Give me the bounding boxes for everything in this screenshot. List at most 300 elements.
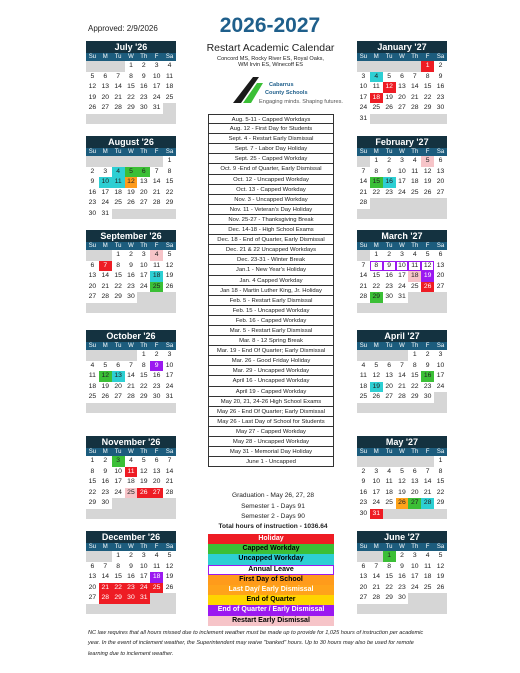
weekday-label: W bbox=[128, 544, 134, 550]
day-cell: 19 bbox=[421, 177, 434, 188]
event-item: May 27 - Capped Workday bbox=[208, 427, 334, 437]
day-cell: 25 bbox=[163, 93, 176, 104]
day-cell: 2 bbox=[357, 467, 370, 478]
day-cell: 20 bbox=[99, 93, 112, 104]
day-cell: 25 bbox=[383, 498, 396, 509]
day-cell: 8 bbox=[434, 467, 447, 478]
day-cell: 23 bbox=[421, 382, 434, 393]
empty-day bbox=[383, 456, 396, 467]
day-cell: 16 bbox=[396, 572, 409, 583]
day-cell: 9 bbox=[383, 167, 396, 178]
day-cell: 17 bbox=[163, 371, 176, 382]
weekday-label: Th bbox=[140, 243, 148, 249]
weekday-header bbox=[357, 53, 447, 61]
weekday-label: F bbox=[154, 149, 159, 155]
weekday-label: Sa bbox=[436, 449, 445, 455]
day-cell: 22 bbox=[370, 188, 383, 199]
empty-day bbox=[137, 209, 150, 220]
day-cell: 18 bbox=[163, 82, 176, 93]
day-cell: 6 bbox=[86, 562, 99, 573]
day-cell: 22 bbox=[125, 93, 138, 104]
day-cell: 22 bbox=[383, 583, 396, 594]
day-cell: 21 bbox=[357, 188, 370, 199]
day-cell: 25 bbox=[408, 188, 421, 199]
empty-day bbox=[150, 292, 163, 303]
day-cell: 16 bbox=[434, 82, 447, 93]
weekday-label: Sa bbox=[165, 243, 174, 249]
empty-day bbox=[421, 593, 434, 604]
day-cell: 10 bbox=[137, 562, 150, 573]
day-cell: 8 bbox=[408, 361, 421, 372]
empty-day bbox=[86, 551, 99, 562]
day-cell: 10 bbox=[112, 467, 125, 478]
weekday-label: F bbox=[154, 343, 159, 349]
empty-day bbox=[396, 114, 409, 125]
empty-day bbox=[125, 498, 138, 509]
day-cell: 28 bbox=[99, 593, 112, 604]
day-cell: 1 bbox=[434, 456, 447, 467]
weekday-label: F bbox=[425, 149, 430, 155]
day-cell: 21 bbox=[99, 583, 112, 594]
month-title: February '27 bbox=[357, 136, 447, 148]
weekday-header bbox=[357, 448, 447, 456]
empty-day bbox=[383, 114, 396, 125]
day-cell: 13 bbox=[383, 371, 396, 382]
empty-day bbox=[383, 403, 396, 414]
day-cell: 28 bbox=[112, 103, 125, 114]
day-cell: 11 bbox=[150, 562, 163, 573]
day-cell: 7 bbox=[370, 562, 383, 573]
weekday-label: W bbox=[399, 149, 405, 155]
event-item: Sept. 25 - Capped Workday bbox=[208, 154, 334, 164]
empty-day bbox=[112, 509, 125, 520]
day-cell: 19 bbox=[163, 271, 176, 282]
empty-day bbox=[383, 350, 396, 361]
empty-day bbox=[383, 61, 396, 72]
day-cell: 30 bbox=[137, 103, 150, 114]
day-cell: 18 bbox=[421, 572, 434, 583]
empty-day bbox=[99, 114, 112, 125]
day-grid bbox=[86, 551, 176, 614]
day-cell: 9 bbox=[86, 177, 99, 188]
day-cell: 21 bbox=[370, 583, 383, 594]
weekday-label: M bbox=[373, 243, 379, 249]
day-cell: 4 bbox=[408, 250, 421, 261]
month-may bbox=[357, 436, 447, 519]
month-title: March '27 bbox=[357, 230, 447, 242]
empty-day bbox=[357, 403, 370, 414]
day-cell: 7 bbox=[99, 562, 112, 573]
day-cell: 12 bbox=[163, 562, 176, 573]
day-cell: 8 bbox=[370, 261, 383, 272]
event-item: May 20, 21, 24-26 High School Exams bbox=[208, 397, 334, 407]
day-cell: 26 bbox=[137, 488, 150, 499]
day-cell: 19 bbox=[163, 572, 176, 583]
day-cell: 24 bbox=[112, 488, 125, 499]
empty-day bbox=[150, 303, 163, 314]
legend-item: Annual Leave bbox=[208, 565, 334, 575]
event-item: May 31 - Memorial Day Holiday bbox=[208, 447, 334, 457]
weekday-label: M bbox=[373, 544, 379, 550]
day-cell: 20 bbox=[396, 93, 409, 104]
empty-day bbox=[86, 250, 99, 261]
empty-day bbox=[396, 604, 409, 615]
weekday-label: M bbox=[373, 449, 379, 455]
day-cell: 30 bbox=[396, 593, 409, 604]
day-cell: 6 bbox=[137, 167, 150, 178]
empty-day bbox=[383, 509, 396, 520]
day-cell: 17 bbox=[357, 93, 370, 104]
day-cell: 3 bbox=[396, 250, 409, 261]
day-cell: 24 bbox=[357, 103, 370, 114]
weekday-label: W bbox=[399, 243, 405, 249]
empty-day bbox=[370, 209, 383, 220]
district-logo bbox=[227, 73, 343, 109]
day-cell: 11 bbox=[383, 477, 396, 488]
weekday-label: Tu bbox=[114, 243, 122, 249]
weekday-header bbox=[86, 543, 176, 551]
empty-day bbox=[112, 403, 125, 414]
day-cell: 26 bbox=[99, 392, 112, 403]
empty-day bbox=[112, 209, 125, 220]
day-cell: 5 bbox=[383, 72, 396, 83]
day-cell: 16 bbox=[137, 82, 150, 93]
day-cell: 18 bbox=[383, 488, 396, 499]
empty-day bbox=[408, 456, 421, 467]
day-cell: 15 bbox=[421, 82, 434, 93]
empty-day bbox=[396, 61, 409, 72]
day-cell: 3 bbox=[434, 350, 447, 361]
day-cell: 16 bbox=[86, 188, 99, 199]
day-cell: 13 bbox=[86, 271, 99, 282]
weekday-label: Su bbox=[88, 149, 97, 155]
legend-item: End of Quarter bbox=[208, 595, 334, 605]
event-item: Dec. 14-18 - High School Exams bbox=[208, 225, 334, 235]
weekday-label: F bbox=[154, 54, 159, 60]
day-cell: 9 bbox=[383, 261, 396, 272]
day-cell: 14 bbox=[99, 271, 112, 282]
day-cell: 27 bbox=[434, 188, 447, 199]
day-cell: 29 bbox=[434, 498, 447, 509]
weekday-label: Tu bbox=[114, 449, 122, 455]
day-cell: 28 bbox=[357, 198, 370, 209]
empty-day bbox=[357, 604, 370, 615]
day-cell: 27 bbox=[396, 103, 409, 114]
day-cell: 4 bbox=[150, 551, 163, 562]
month-january bbox=[357, 41, 447, 124]
month-title: September '26 bbox=[86, 230, 176, 242]
day-cell: 9 bbox=[125, 261, 138, 272]
legend-item: Holiday bbox=[208, 534, 334, 544]
event-item: April 19 - Capped Workday bbox=[208, 387, 334, 397]
day-cell: 15 bbox=[163, 177, 176, 188]
day-cell: 27 bbox=[408, 498, 421, 509]
event-item: Mar. 8 - 12 Spring Break bbox=[208, 336, 334, 346]
day-cell: 20 bbox=[434, 177, 447, 188]
day-cell: 13 bbox=[357, 572, 370, 583]
day-cell: 1 bbox=[370, 250, 383, 261]
event-item: Nov. 11 - Veteran's Day Holiday bbox=[208, 205, 334, 215]
day-cell: 4 bbox=[357, 361, 370, 372]
day-cell: 7 bbox=[357, 261, 370, 272]
event-item: June 1 - Uncapped bbox=[208, 457, 334, 467]
weekday-label: W bbox=[399, 54, 405, 60]
day-cell: 10 bbox=[150, 72, 163, 83]
empty-day bbox=[137, 156, 150, 167]
semester-2: Semester 2 - Days 90 bbox=[241, 513, 305, 520]
day-cell: 20 bbox=[137, 188, 150, 199]
day-cell: 15 bbox=[370, 271, 383, 282]
empty-day bbox=[99, 551, 112, 562]
day-cell: 5 bbox=[137, 456, 150, 467]
day-grid bbox=[86, 156, 176, 219]
weekday-label: Th bbox=[411, 449, 419, 455]
weekday-label: Sa bbox=[165, 449, 174, 455]
day-cell: 18 bbox=[86, 382, 99, 393]
day-cell: 20 bbox=[150, 477, 163, 488]
empty-day bbox=[150, 156, 163, 167]
day-cell: 25 bbox=[112, 198, 125, 209]
event-item: Feb. 5 - Restart Early Dismissal bbox=[208, 296, 334, 306]
weekday-label: Tu bbox=[114, 54, 122, 60]
empty-day bbox=[421, 114, 434, 125]
day-cell: 27 bbox=[137, 198, 150, 209]
day-cell: 19 bbox=[370, 382, 383, 393]
day-cell: 18 bbox=[370, 93, 383, 104]
empty-day bbox=[137, 114, 150, 125]
day-cell: 1 bbox=[125, 61, 138, 72]
weekday-label: Sa bbox=[165, 149, 174, 155]
day-cell: 1 bbox=[112, 551, 125, 562]
day-cell: 22 bbox=[421, 93, 434, 104]
weekday-label: F bbox=[425, 54, 430, 60]
day-cell: 23 bbox=[396, 583, 409, 594]
day-cell: 11 bbox=[408, 167, 421, 178]
day-cell: 1 bbox=[86, 456, 99, 467]
weekday-label: M bbox=[102, 243, 108, 249]
day-cell: 10 bbox=[137, 261, 150, 272]
empty-day bbox=[99, 604, 112, 615]
day-cell: 1 bbox=[137, 350, 150, 361]
day-cell: 11 bbox=[150, 261, 163, 272]
empty-day bbox=[408, 604, 421, 615]
day-cell: 31 bbox=[357, 114, 370, 125]
day-cell: 18 bbox=[125, 477, 138, 488]
day-cell: 12 bbox=[99, 371, 112, 382]
day-cell: 11 bbox=[408, 261, 421, 272]
day-cell: 16 bbox=[421, 371, 434, 382]
empty-day bbox=[99, 403, 112, 414]
day-cell: 2 bbox=[150, 350, 163, 361]
empty-day bbox=[99, 61, 112, 72]
event-item: Feb. 16 - Capped Workday bbox=[208, 316, 334, 326]
events-list bbox=[208, 114, 334, 467]
day-cell: 25 bbox=[125, 488, 138, 499]
empty-day bbox=[408, 61, 421, 72]
empty-day bbox=[150, 498, 163, 509]
empty-day bbox=[357, 551, 370, 562]
weekday-header bbox=[357, 543, 447, 551]
day-cell: 26 bbox=[434, 583, 447, 594]
weekday-label: Th bbox=[411, 54, 419, 60]
month-title: October '26 bbox=[86, 330, 176, 342]
day-cell: 4 bbox=[370, 72, 383, 83]
day-cell: 10 bbox=[357, 82, 370, 93]
weekday-label: M bbox=[102, 149, 108, 155]
event-item: Dec. 23-31 - Winter Break bbox=[208, 255, 334, 265]
footer-note: NC law requires that all hours missed due to inclement weather must be made up to provide for 1,025 hours of instruction per academic year. In the event of inclement weather, the Superintendent may waive "banked" hours. Up to 30 hours may also be used for remote learning due to inclement weather. bbox=[88, 630, 424, 657]
day-cell: 2 bbox=[434, 61, 447, 72]
day-cell: 14 bbox=[370, 572, 383, 583]
empty-day bbox=[125, 303, 138, 314]
empty-day bbox=[163, 303, 176, 314]
empty-day bbox=[99, 156, 112, 167]
weekday-label: Th bbox=[140, 149, 148, 155]
day-cell: 4 bbox=[163, 61, 176, 72]
schools-line-2: WM Irvin ES, Winecoff ES bbox=[238, 62, 303, 69]
day-cell: 20 bbox=[383, 382, 396, 393]
month-april bbox=[357, 330, 447, 413]
day-cell: 14 bbox=[150, 177, 163, 188]
weekday-label: W bbox=[128, 54, 134, 60]
empty-day bbox=[137, 604, 150, 615]
empty-day bbox=[434, 292, 447, 303]
day-cell: 12 bbox=[383, 82, 396, 93]
weekday-label: M bbox=[102, 54, 108, 60]
day-cell: 9 bbox=[357, 477, 370, 488]
day-cell: 24 bbox=[396, 282, 409, 293]
day-cell: 14 bbox=[408, 82, 421, 93]
empty-day bbox=[408, 209, 421, 220]
empty-day bbox=[86, 509, 99, 520]
day-cell: 8 bbox=[163, 167, 176, 178]
day-cell: 4 bbox=[112, 167, 125, 178]
day-cell: 12 bbox=[396, 477, 409, 488]
day-cell: 17 bbox=[396, 177, 409, 188]
empty-day bbox=[396, 509, 409, 520]
total-hours: Total hours of instruction - 1036.64 bbox=[218, 523, 328, 530]
weekday-label: Sa bbox=[436, 243, 445, 249]
empty-day bbox=[150, 209, 163, 220]
day-cell: 16 bbox=[383, 271, 396, 282]
day-cell: 17 bbox=[370, 488, 383, 499]
day-cell: 16 bbox=[125, 572, 138, 583]
day-cell: 3 bbox=[137, 551, 150, 562]
day-cell: 6 bbox=[434, 250, 447, 261]
weekday-header bbox=[86, 342, 176, 350]
weekday-label: W bbox=[399, 544, 405, 550]
empty-day bbox=[125, 509, 138, 520]
event-item: Oct. 13 - Capped Workday bbox=[208, 185, 334, 195]
empty-day bbox=[86, 403, 99, 414]
day-grid bbox=[86, 61, 176, 124]
day-cell: 31 bbox=[370, 509, 383, 520]
day-cell: 15 bbox=[112, 271, 125, 282]
day-grid bbox=[86, 250, 176, 313]
empty-day bbox=[150, 604, 163, 615]
weekday-header bbox=[86, 53, 176, 61]
day-cell: 19 bbox=[434, 572, 447, 583]
day-cell: 21 bbox=[99, 282, 112, 293]
day-cell: 21 bbox=[408, 93, 421, 104]
day-cell: 30 bbox=[421, 392, 434, 403]
day-cell: 25 bbox=[150, 282, 163, 293]
day-cell: 9 bbox=[137, 72, 150, 83]
day-cell: 18 bbox=[408, 177, 421, 188]
weekday-header bbox=[357, 342, 447, 350]
weekday-label: Th bbox=[411, 343, 419, 349]
weekday-label: W bbox=[128, 449, 134, 455]
weekday-label: Th bbox=[411, 243, 419, 249]
weekday-label: F bbox=[425, 544, 430, 550]
empty-day bbox=[434, 209, 447, 220]
day-cell: 3 bbox=[357, 72, 370, 83]
day-cell: 19 bbox=[396, 488, 409, 499]
day-cell: 13 bbox=[396, 82, 409, 93]
day-cell: 1 bbox=[421, 61, 434, 72]
day-cell: 24 bbox=[396, 188, 409, 199]
event-item: Jan. 4 Capped Workday bbox=[208, 276, 334, 286]
day-cell: 5 bbox=[421, 156, 434, 167]
day-cell: 18 bbox=[408, 271, 421, 282]
event-item: Mar. 29 - Uncapped Workday bbox=[208, 366, 334, 376]
empty-day bbox=[370, 198, 383, 209]
day-grid bbox=[357, 456, 447, 519]
empty-day bbox=[163, 403, 176, 414]
day-cell: 26 bbox=[421, 282, 434, 293]
empty-day bbox=[396, 403, 409, 414]
day-cell: 16 bbox=[150, 371, 163, 382]
empty-day bbox=[112, 350, 125, 361]
day-cell: 10 bbox=[370, 477, 383, 488]
day-cell: 20 bbox=[357, 583, 370, 594]
day-cell: 10 bbox=[396, 167, 409, 178]
day-cell: 11 bbox=[357, 371, 370, 382]
empty-day bbox=[125, 209, 138, 220]
day-cell: 31 bbox=[137, 593, 150, 604]
day-cell: 3 bbox=[163, 350, 176, 361]
weekday-label: Tu bbox=[385, 343, 393, 349]
weekday-label: Su bbox=[88, 54, 97, 60]
day-cell: 29 bbox=[421, 103, 434, 114]
day-cell: 6 bbox=[86, 261, 99, 272]
empty-day bbox=[421, 209, 434, 220]
legend-item: End of Quarter / Early Dismissal bbox=[208, 605, 334, 615]
empty-day bbox=[370, 403, 383, 414]
day-grid bbox=[86, 350, 176, 413]
empty-day bbox=[86, 350, 99, 361]
day-cell: 11 bbox=[86, 371, 99, 382]
empty-day bbox=[383, 604, 396, 615]
day-cell: 10 bbox=[163, 361, 176, 372]
weekday-label: Su bbox=[88, 544, 97, 550]
day-cell: 18 bbox=[112, 188, 125, 199]
empty-day bbox=[357, 303, 370, 314]
day-cell: 2 bbox=[86, 167, 99, 178]
empty-day bbox=[408, 403, 421, 414]
empty-day bbox=[125, 403, 138, 414]
day-cell: 26 bbox=[163, 282, 176, 293]
empty-day bbox=[163, 292, 176, 303]
day-cell: 14 bbox=[112, 82, 125, 93]
month-title: December '26 bbox=[86, 531, 176, 543]
event-item: Mar. 19 - End Of Quarter; Early Dismissal bbox=[208, 346, 334, 356]
weekday-label: W bbox=[399, 449, 405, 455]
day-cell: 24 bbox=[408, 583, 421, 594]
day-cell: 26 bbox=[421, 188, 434, 199]
empty-day bbox=[434, 509, 447, 520]
day-cell: 21 bbox=[125, 382, 138, 393]
